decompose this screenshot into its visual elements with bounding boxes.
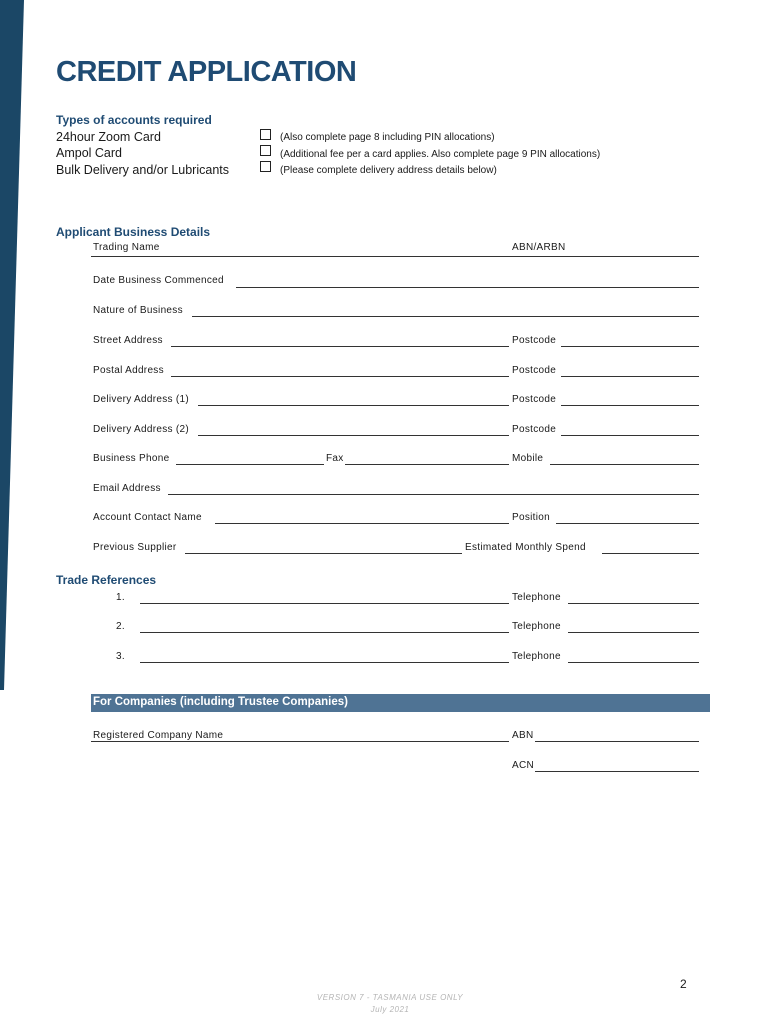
delivery-address-2-field[interactable] bbox=[198, 435, 509, 436]
account-label-bulk-delivery: Bulk Delivery and/or Lubricants bbox=[56, 163, 229, 177]
trading-name-label: Trading Name bbox=[93, 242, 160, 253]
company-acn-label: ACN bbox=[512, 760, 535, 771]
company-acn-field[interactable] bbox=[535, 771, 699, 772]
trade-ref-2-telephone-field[interactable] bbox=[568, 632, 699, 633]
accounts-heading: Types of accounts required bbox=[56, 113, 212, 127]
account-note-bulk-delivery: (Please complete delivery address details below) bbox=[280, 165, 497, 176]
footer-version: VERSION 7 - TASMANIA USE ONLY bbox=[316, 993, 464, 1002]
position-label: Position bbox=[512, 512, 550, 523]
previous-supplier-field[interactable] bbox=[185, 553, 462, 554]
fax-field[interactable] bbox=[345, 464, 509, 465]
trade-ref-number: 2. bbox=[116, 621, 125, 632]
checkbox-zoom-card[interactable] bbox=[260, 129, 271, 140]
trade-ref-1-field[interactable] bbox=[140, 603, 509, 604]
trade-ref-3-telephone-field[interactable] bbox=[568, 662, 699, 663]
account-note-ampol-card: (Additional fee per a card applies. Also complete page 9 PIN allocations) bbox=[280, 149, 601, 160]
trade-ref-2-field[interactable] bbox=[140, 632, 509, 633]
footer-date: July 2021 bbox=[370, 1005, 410, 1014]
date-commenced-field[interactable] bbox=[236, 287, 699, 288]
checkbox-ampol-card[interactable] bbox=[260, 145, 271, 156]
position-field[interactable] bbox=[556, 523, 699, 524]
delivery-2-postcode-label: Postcode bbox=[512, 424, 557, 435]
registered-company-name-field[interactable] bbox=[91, 741, 509, 742]
trade-references-heading: Trade References bbox=[56, 573, 157, 587]
registered-company-name-label: Registered Company Name bbox=[93, 730, 224, 741]
companies-banner-label: For Companies (including Trustee Companies) bbox=[93, 696, 348, 708]
page-number: 2 bbox=[680, 977, 687, 991]
street-address-label: Street Address bbox=[93, 335, 163, 346]
trade-ref-1-telephone-field[interactable] bbox=[568, 603, 699, 604]
mobile-field[interactable] bbox=[550, 464, 699, 465]
business-phone-label: Business Phone bbox=[93, 453, 170, 464]
account-contact-label: Account Contact Name bbox=[93, 512, 202, 523]
trade-ref-number: 1. bbox=[116, 592, 125, 603]
sidebar-stripe bbox=[0, 0, 24, 1024]
postal-postcode-label: Postcode bbox=[512, 365, 557, 376]
monthly-spend-label: Estimated Monthly Spend bbox=[465, 542, 586, 553]
page-title: CREDIT APPLICATION bbox=[56, 56, 357, 88]
email-address-label: Email Address bbox=[93, 483, 161, 494]
business-phone-field[interactable] bbox=[176, 464, 324, 465]
account-contact-field[interactable] bbox=[215, 523, 509, 524]
companies-banner bbox=[91, 694, 710, 712]
nature-of-business-field[interactable] bbox=[192, 316, 699, 317]
monthly-spend-field[interactable] bbox=[602, 553, 699, 554]
postal-postcode-field[interactable] bbox=[561, 376, 699, 377]
trading-name-field[interactable] bbox=[91, 256, 699, 257]
company-abn-label: ABN bbox=[512, 730, 534, 741]
trade-ref-3-telephone-label: Telephone bbox=[512, 651, 561, 662]
trade-ref-3-field[interactable] bbox=[140, 662, 509, 663]
fax-label: Fax bbox=[326, 453, 344, 464]
delivery-2-postcode-field[interactable] bbox=[561, 435, 699, 436]
postal-address-field[interactable] bbox=[171, 376, 509, 377]
street-address-field[interactable] bbox=[171, 346, 509, 347]
company-abn-field[interactable] bbox=[535, 741, 699, 742]
delivery-address-2-label: Delivery Address (2) bbox=[93, 424, 190, 435]
delivery-1-postcode-field[interactable] bbox=[561, 405, 699, 406]
checkbox-bulk-delivery[interactable] bbox=[260, 161, 271, 172]
trade-ref-2-telephone-label: Telephone bbox=[512, 621, 561, 632]
account-label-zoom-card: 24hour Zoom Card bbox=[56, 130, 161, 144]
street-postcode-label: Postcode bbox=[512, 335, 557, 346]
nature-of-business-label: Nature of Business bbox=[93, 305, 183, 316]
delivery-address-1-label: Delivery Address (1) bbox=[93, 394, 190, 405]
abn-arbn-label: ABN/ARBN bbox=[512, 242, 566, 253]
account-note-zoom-card: (Also complete page 8 including PIN allocations) bbox=[280, 132, 495, 143]
email-address-field[interactable] bbox=[168, 494, 699, 495]
trade-ref-1-telephone-label: Telephone bbox=[512, 592, 561, 603]
account-label-ampol-card: Ampol Card bbox=[56, 146, 122, 160]
mobile-label: Mobile bbox=[512, 453, 544, 464]
street-postcode-field[interactable] bbox=[561, 346, 699, 347]
date-commenced-label: Date Business Commenced bbox=[93, 275, 224, 286]
postal-address-label: Postal Address bbox=[93, 365, 164, 376]
previous-supplier-label: Previous Supplier bbox=[93, 542, 177, 553]
business-details-heading: Applicant Business Details bbox=[56, 225, 211, 239]
delivery-1-postcode-label: Postcode bbox=[512, 394, 557, 405]
delivery-address-1-field[interactable] bbox=[198, 405, 509, 406]
trade-ref-number: 3. bbox=[116, 651, 125, 662]
